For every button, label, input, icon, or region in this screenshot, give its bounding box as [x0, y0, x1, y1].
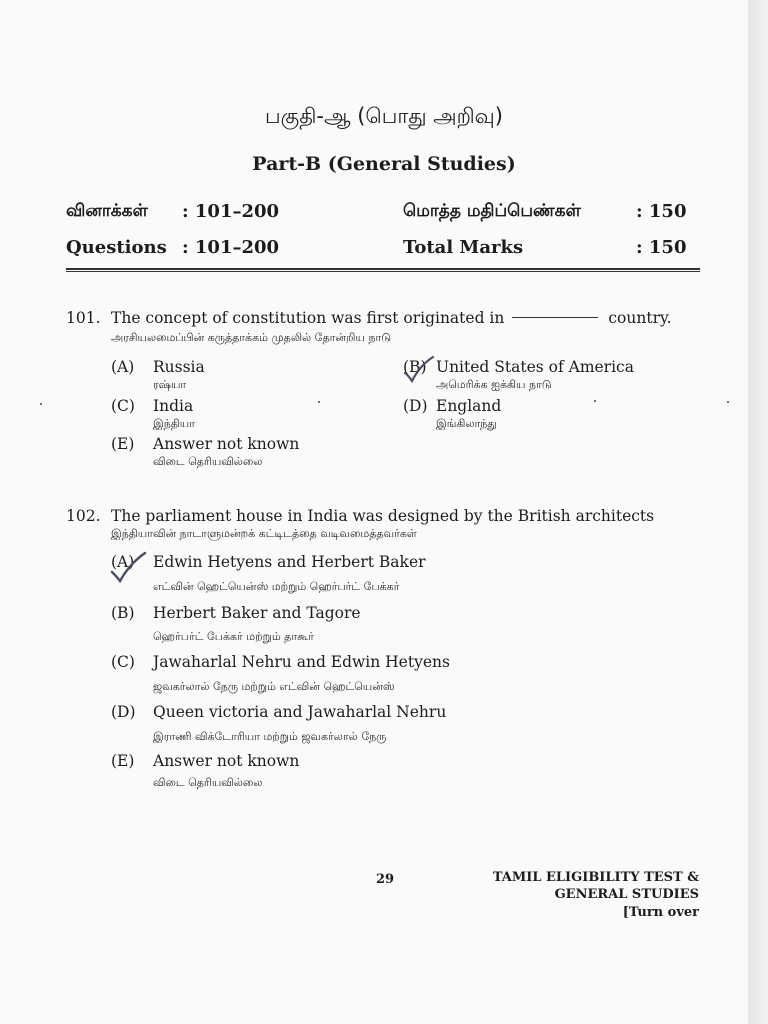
option-key: (C) [111, 397, 135, 415]
section-title-english: Part-B (General Studies) [252, 153, 516, 175]
option-key: (A) [111, 358, 135, 376]
option-text-tamil: ஹெர்பர்ட் பேக்கர் மற்றும் தாகூர் [153, 630, 314, 643]
total-marks-label: Total Marks [403, 237, 524, 258]
handwritten-tick-mark-icon [108, 550, 148, 584]
option-text-tamil: ரஷ்யா [153, 378, 187, 391]
page-edge-shadow [748, 0, 768, 1024]
turn-over-note: [Turn over [622, 905, 699, 920]
option-text: Answer not known [153, 435, 300, 453]
questions-label-tamil: வினாக்கள் [66, 201, 148, 221]
questions-label: Questions [66, 237, 167, 258]
option-text: United States of America [436, 358, 634, 376]
option-key: (E) [111, 752, 135, 770]
exam-name-line2: GENERAL STUDIES [554, 887, 699, 902]
option-key: (C) [111, 653, 135, 671]
question-number: 102. [66, 507, 101, 525]
page-number: 29 [376, 872, 395, 887]
option-text-tamil: இந்தியா [153, 417, 195, 430]
option-text-tamil: இராணி விக்டோரியா மற்றும் ஜவகர்லால் நேரு [153, 730, 387, 743]
scan-speck [727, 401, 729, 403]
option-text-tamil: ஜவகர்லால் நேரு மற்றும் எட்வின் ஹெட்யென்ஸ் [153, 680, 395, 693]
question-number: 101. [66, 309, 101, 327]
option-key: (E) [111, 435, 135, 453]
option-text-tamil: எட்வின் ஹெட்யென்ஸ் மற்றும் ஹெர்பர்ட் பேக்கர் [153, 580, 400, 593]
answer-blank [512, 317, 598, 318]
tick-stroke [112, 553, 145, 581]
option-key: (D) [403, 397, 428, 415]
option-text: Answer not known [153, 752, 300, 770]
option-text-tamil: இங்கிலாந்து [436, 417, 497, 430]
option-text: England [436, 397, 502, 415]
total-marks-label-tamil: மொத்த மதிப்பெண்கள் [403, 201, 581, 221]
option-text: Herbert Baker and Tagore [153, 604, 361, 622]
handwritten-tick-mark-icon [402, 355, 436, 385]
questions-range-tamil: : 101–200 [182, 201, 280, 222]
section-title-tamil: பகுதி-ஆ (பொது அறிவு) [265, 104, 503, 128]
option-text: Russia [153, 358, 205, 376]
option-key: (B) [403, 358, 427, 376]
option-text-tamil: விடை தெரியவில்லை [153, 455, 263, 468]
tick-stroke [405, 357, 433, 381]
option-text: Queen victoria and Jawaharlal Nehru [153, 703, 447, 721]
option-key: (A) [111, 553, 135, 571]
total-marks-value: : 150 [636, 237, 687, 258]
questions-range: : 101–200 [182, 237, 280, 258]
total-marks-value-tamil: : 150 [636, 201, 687, 222]
scan-speck [594, 400, 596, 402]
question-text-after-blank: country. [608, 309, 672, 327]
scan-speck [40, 403, 42, 405]
option-text-tamil: விடை தெரியவில்லை [153, 776, 263, 789]
header-divider [66, 268, 700, 272]
option-text-tamil: அமெரிக்க ஐக்கிய நாடு [436, 378, 552, 391]
question-text-tamil: இந்தியாவின் நாடாளுமன்றக் கட்டிடத்தை வடிவமைத்தவர்கள் [111, 527, 417, 540]
question-text [111, 309, 672, 327]
scan-speck [318, 401, 320, 403]
exam-name-line1: TAMIL ELIGIBILITY TEST & [492, 870, 699, 885]
option-key: (B) [111, 604, 135, 622]
option-text: Edwin Hetyens and Herbert Baker [153, 553, 426, 571]
option-key: (D) [111, 703, 136, 721]
option-text: Jawaharlal Nehru and Edwin Hetyens [153, 653, 450, 671]
question-text-before-blank: The concept of constitution was first originated in [111, 309, 505, 327]
option-text: India [153, 397, 194, 415]
question-text: The parliament house in India was designed by the British architects [111, 507, 655, 525]
question-text-tamil: அரசியலமைப்பின் கருத்தாக்கம் முதலில் தோன்றிய நாடு [111, 331, 392, 344]
